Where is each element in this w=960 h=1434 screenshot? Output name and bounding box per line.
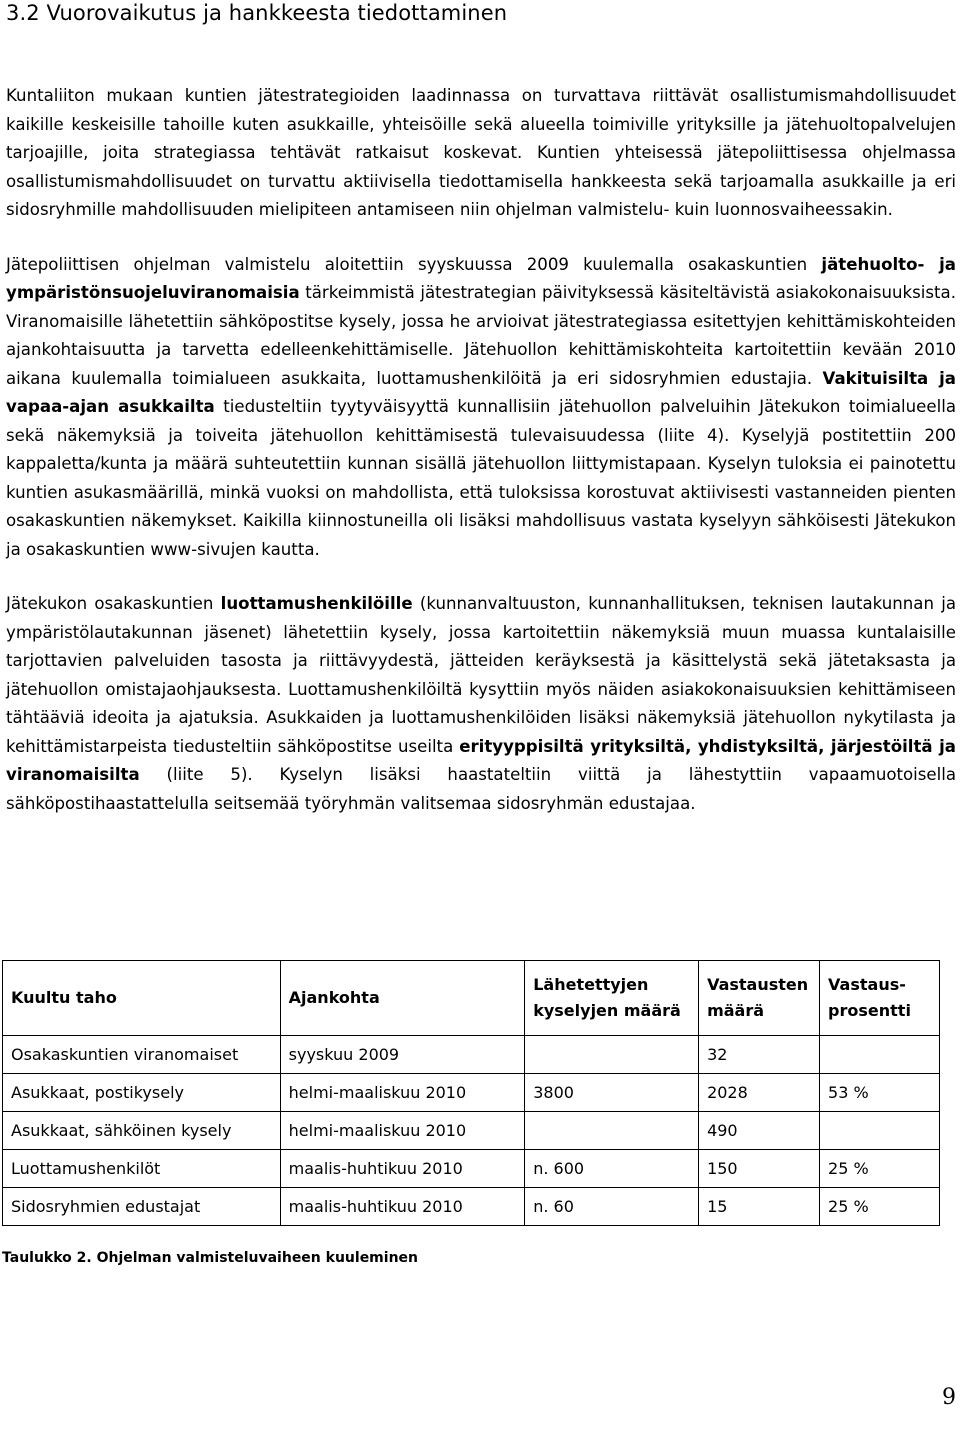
table-cell: Osakaskuntien viranomaiset: [3, 1036, 281, 1074]
table-cell: n. 600: [525, 1150, 699, 1188]
table-cell: [820, 1036, 940, 1074]
bold-text: Vakituisilta ja vapaa-ajan asukkailta: [6, 368, 956, 416]
table-caption: Taulukko 2. Ohjelman valmisteluvaiheen kuuleminen: [2, 1250, 419, 1266]
table-cell: n. 60: [525, 1188, 699, 1226]
header-cell: Vastausten määrä: [699, 961, 820, 1036]
paragraph-3: [6, 590, 956, 818]
table-header-row: [3, 961, 940, 1036]
table-cell: [820, 1112, 940, 1150]
table-cell: syyskuu 2009: [280, 1036, 525, 1074]
table-cell: 15: [699, 1188, 820, 1226]
table-cell: Sidosryhmien edustajat: [3, 1188, 281, 1226]
text-span: tiedusteltiin tyytyväisyyttä kunnallisiin jätehuollon palveluihin Jätekukon toimialueella sekä näkemyksiä ja toiveita jätehuollon kehittämisestä tulevaisuudessa (liite 4). Kyselyjä postitettiin 200 kappaletta/kunta ja määrä suhteutettiin kunnan sisällä jätehuollon liittymistapaan. Kyselyn tuloksia ei painotettu kuntien asukasmäärillä, minkä vuoksi on mahdollista, että tuloksissa korostuvat aktiivisesti vastanneiden pienten osakaskuntien näkemykset. Kaikilla kiinnostuneilla oli lisäksi mahdollisuus vastata kyselyyn sähköisesti Jätekukon ja osakaskuntien www-sivujen kautta.: [6, 397, 956, 559]
text-span: Jätekukon osakaskuntien: [6, 594, 221, 613]
table-cell: helmi-maaliskuu 2010: [280, 1074, 525, 1112]
bold-text: luottamushenkilöille: [220, 594, 413, 613]
table-cell: maalis-huhtikuu 2010: [280, 1150, 525, 1188]
table-cell: 25 %: [820, 1150, 940, 1188]
table-row: [3, 1112, 940, 1150]
table-cell: 53 %: [820, 1074, 940, 1112]
header-cell: Lähetettyjen kyselyjen määrä: [525, 961, 699, 1036]
consultation-table: [2, 960, 940, 1226]
header-cell: Ajankohta: [280, 961, 525, 1036]
section-heading: 3.2 Vuorovaikutus ja hankkeesta tiedottaminen: [6, 1, 508, 25]
table-row: [3, 1074, 940, 1112]
table-cell: 150: [699, 1150, 820, 1188]
document-page: [6, 0, 956, 818]
table-cell: [525, 1112, 699, 1150]
page-number: 9: [942, 1385, 956, 1410]
bold-text: erityyppisiltä yrityksiltä, yhdistyksiltä, järjestöiltä ja viranomaisilta: [6, 736, 956, 784]
table-cell: helmi-maaliskuu 2010: [280, 1112, 525, 1150]
table-cell: [525, 1036, 699, 1074]
table-cell: 2028: [699, 1074, 820, 1112]
table-row: [3, 1188, 940, 1226]
header-cell: Kuultu taho: [3, 961, 281, 1036]
header-cell: Vastaus-prosentti: [820, 961, 940, 1036]
table-cell: maalis-huhtikuu 2010: [280, 1188, 525, 1226]
text-span: (liite 5). Kyselyn lisäksi haastateltiin viittä ja lähestyttiin vapaamuotoisella sähköpostihaastattelulla seitsemää työryhmän valitsemaa sidosryhmän edustajaa.: [6, 765, 956, 813]
table-row: [3, 1036, 940, 1074]
paragraph-1: Kuntaliiton mukaan kuntien jätestrategioiden laadinnassa on turvattava riittävät osallistumismahdollisuudet kaikille keskeisille tahoille kuten asukkaille, yhteisöille sekä alueella toimiville yrityksille ja jätehuoltopalvelujen tarjoajille, joita strategiassa tehtävät ratkaisut koskevat. Kuntien yhteisessä jätepoliittisessa ohjelmassa osallistumismahdollisuudet on turvattu aktiivisella tiedottamisella hankkeesta sekä tarjoamalla asukkaille ja eri sidosryhmille mahdollisuuden mielipiteen antamiseen niin ohjelman valmistelu- kuin luonnosvaiheessakin.: [6, 86, 956, 219]
text-span: (kunnanvaltuuston, kunnanhallituksen, teknisen lautakunnan ja ympäristölautakunnan jäsenet) lähetettiin kysely, jossa kartoitettiin näkemyksiä muun muassa kuntalaisille tarjottavien palveluiden tasosta ja riittävyydestä, jätteiden keräyksestä ja käsittelystä sekä jätetaksasta ja jätehuollon omistajaohjauksesta. Luottamushenkilöiltä kysyttiin myös näiden asiakokonaisuuksien kehittämiseen tähtääviä ideoita ja ajatuksia. Asukkaiden ja luottamushenkilöiden lisäksi näkemyksiä jätehuollon nykytilasta ja kehittämistarpeista tiedusteltiin sähköpostitse useilta: [6, 594, 956, 756]
bold-text: jätehuolto- ja ympäristönsuojeluviranomaisia: [6, 254, 956, 302]
table-cell: 3800: [525, 1074, 699, 1112]
text-span: Jätepoliittisen ohjelman valmistelu aloitettiin syyskuussa 2009 kuulemalla osakaskuntien: [6, 254, 822, 274]
table-cell: 32: [699, 1036, 820, 1074]
paragraph-2: [6, 251, 956, 565]
table-row: [3, 1150, 940, 1188]
table-cell: 490: [699, 1112, 820, 1150]
table-cell: 25 %: [820, 1188, 940, 1226]
text-span: tärkeimmistä jätestrategian päivityksessä käsiteltävistä asiakokonaisuuksista. Viranomaisille lähetettiin sähköpostitse kysely, jossa he arvioivat jätestrategiassa esitettyjen kehittämiskohteiden ajankohtaisuutta ja tarvetta edelleenkehittämiselle. Jätehuollon kehittämiskohteita kartoitettiin kevään 2010 aikana kuulemalla toimialueen asukkaita, luottamushenkilöitä ja eri sidosryhmien edustajia.: [6, 283, 956, 388]
table-cell: Asukkaat, postikysely: [3, 1074, 281, 1112]
table-cell: Luottamushenkilöt: [3, 1150, 281, 1188]
table-cell: Asukkaat, sähköinen kysely: [3, 1112, 281, 1150]
